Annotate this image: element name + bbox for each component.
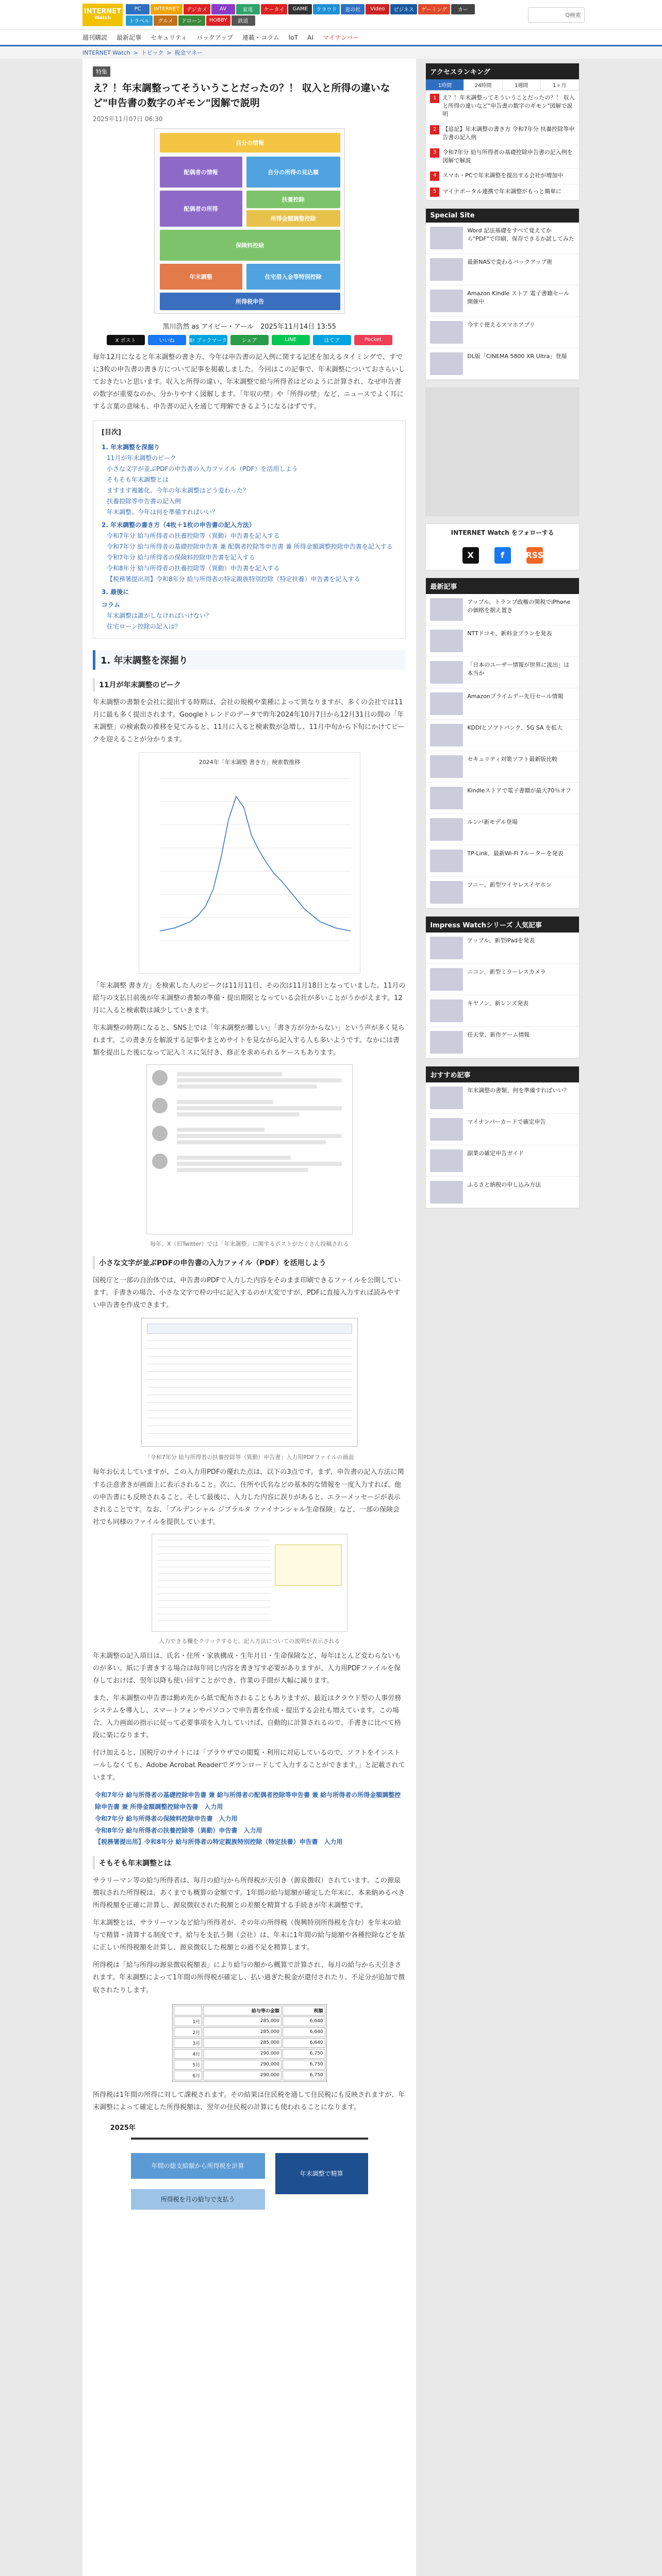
ranking-text: マイナポータル連携で年末調整がもっと簡単に xyxy=(442,188,562,195)
latest-thumb xyxy=(430,755,463,778)
ranking-number: 3 xyxy=(430,148,439,158)
latest-thumb xyxy=(430,881,463,904)
avatar xyxy=(152,1126,168,1141)
recommend-item[interactable] xyxy=(426,1145,579,1177)
latest-text: セキュリティ対策ソフト最新版比較 xyxy=(467,755,558,762)
pdf-link-row xyxy=(95,1789,406,1813)
toc-item[interactable]: 扶養控除等申告書の記入例 xyxy=(107,497,181,505)
table-cell: 285,000 xyxy=(203,2038,282,2048)
pdf-link-row xyxy=(95,1836,406,1848)
table-cell: 6,640 xyxy=(283,2038,325,2048)
pdf-link[interactable]: 令和7年分 給与所得者の保険料控除申告書 入力用 xyxy=(95,1815,238,1822)
recommend-list xyxy=(426,1082,579,1208)
latest-text: Amazonプライムデー先行セール情報 xyxy=(467,692,564,700)
flow-box: 所得税を月の給与で支払う xyxy=(131,2189,265,2210)
category-14[interactable]: グルメ xyxy=(154,15,177,26)
table-cell: 285,000 xyxy=(203,2016,282,2026)
table-header: 給与等の金額 xyxy=(203,2006,282,2015)
table-cell: 290,000 xyxy=(203,2071,282,2080)
ad-slot xyxy=(425,387,580,516)
share-button[interactable]: X ポスト xyxy=(107,335,145,345)
ranking-tab[interactable]: 24時間 xyxy=(464,79,502,90)
toc-item[interactable]: 令和8年分 給与所得者の扶養控除等（異動）申告書を記入する xyxy=(107,564,280,572)
paragraph: 所得税は「給与所得の源泉徴収税額表」により給与の額から概算で計算され、毎月の給与から天引きされます。年末調整によって1年間の所得税が確定し、払い過ぎた税金が還付されたり、不足分が追加で徴収されたりします。 xyxy=(93,1961,405,1994)
toc-item[interactable]: 11月が年末調整のピーク xyxy=(107,454,176,462)
latest-thumb xyxy=(430,724,463,747)
table-cell: 290,000 xyxy=(203,2049,282,2059)
ranking-item[interactable] xyxy=(426,122,579,145)
special-thumb xyxy=(430,321,463,344)
pdf-link-row xyxy=(95,1825,406,1837)
follow-icon[interactable]: X xyxy=(462,547,479,564)
watch-list xyxy=(426,933,579,1058)
diagram-cell: 配偶者の所得 xyxy=(160,191,242,227)
toc-section[interactable]: 2. 年末調整の書き方（4枚＋1枚の申告書の記入方法） xyxy=(102,521,255,529)
category-15[interactable]: ドローン xyxy=(178,15,205,26)
diagram-cell: 所得金額調整控除 xyxy=(246,210,340,227)
category-1[interactable]: INTERNET xyxy=(151,4,183,14)
table-cell: 6,640 xyxy=(283,2027,325,2037)
table-cell: 1月 xyxy=(174,2016,203,2026)
category-12[interactable]: カー xyxy=(451,4,475,14)
category-0[interactable]: PC xyxy=(126,4,150,14)
follow-box xyxy=(425,523,580,570)
table-row xyxy=(174,2049,325,2059)
recommend-box xyxy=(425,1066,580,1209)
category-6[interactable]: GAME xyxy=(288,4,312,14)
paragraph: 所得税は1年間の所得に対して課税されます。その結果は住民税を通して住民税にも反映されますが、年末調整によって確定した所得税額は、翌年の住民税の計算にも使われることになります。 xyxy=(93,2091,405,2111)
paragraph: 年末調整の記入項目は、氏名・住所・家族構成・生年月日・生命保険など、毎年ほとんど変わらないものが多い。紙に手書きする場合は毎年同じ内容を書き写す必要がありますが、入力用PDFファイルを保存しておけば、翌年以降も使い回すことができ、作業の手間が大幅に減ります。 xyxy=(93,1652,402,1685)
latest-item[interactable] xyxy=(426,720,579,751)
figure-caption: 毎年、X（旧Twitter）では「年末調整」に関するポストがたくさん投稿される xyxy=(150,1241,349,1248)
ranking-title: アクセスランキング xyxy=(426,63,579,79)
special-item[interactable] xyxy=(426,254,579,285)
special-thumb xyxy=(430,290,463,312)
nav-item[interactable]: バックアップ xyxy=(196,34,234,41)
sidebar xyxy=(425,59,580,2576)
watch-text: キヤノン、新レンズ発表 xyxy=(467,999,529,1007)
table-row xyxy=(174,2060,325,2070)
article-tag[interactable]: 特集 xyxy=(93,66,110,77)
watch-item[interactable] xyxy=(426,995,579,1027)
breadcrumb-item[interactable]: INTERNET Watch xyxy=(82,49,130,56)
latest-item[interactable] xyxy=(426,688,579,720)
breadcrumb-separator: > xyxy=(133,49,138,56)
watch-item[interactable] xyxy=(426,933,579,964)
latest-text: ソニー、新型ワイヤレスイヤホン xyxy=(467,881,552,888)
ranking-text: え？！年末調整ってそういうことだったの？！ 収入と所得の違いなど"申告書の数字のギモン"図解で説明 xyxy=(442,94,575,117)
latest-box xyxy=(425,578,580,909)
toc-item[interactable]: 令和7年分 給与所得者の保険料控除申告書を記入する xyxy=(107,553,255,561)
table-row xyxy=(174,2016,325,2026)
article-date: 2025年11月07日 06:30 xyxy=(93,115,163,123)
category-16[interactable]: HOBBY xyxy=(206,15,230,26)
article-title: え？！年末調整ってそういうことだったの？！ 収入と所得の違いなど"申告書の数字のギモン"図解で説明 xyxy=(93,82,390,109)
toc-item[interactable]: 【税務署提出用】令和8年分 給与所得者の特定親族特別控除（特定扶養）申告書を記入する xyxy=(107,575,360,583)
share-button[interactable]: B! ブックマーク xyxy=(189,335,227,345)
chart-grid xyxy=(160,778,351,941)
latest-item[interactable] xyxy=(426,594,579,625)
table-header xyxy=(174,2006,203,2015)
follow-icons xyxy=(426,541,579,570)
table-row xyxy=(174,2038,325,2048)
follow-icon[interactable]: f xyxy=(494,547,511,564)
ranking-tabs xyxy=(426,79,579,91)
chart-title: 2024年「年末調整 書き方」検索数推移 xyxy=(198,759,300,766)
pdf-link[interactable]: 令和7年分 給与所得者の基礎控除申告書 兼 給与所得者の配偶者控除等申告書 兼 給与所得者の所得金額調整控除申告書 兼 所得金額調整控除申告書 入力用 xyxy=(95,1791,401,1810)
share-button[interactable]: Pocket xyxy=(354,335,392,345)
latest-thumb xyxy=(430,850,463,872)
table-cell: 6,640 xyxy=(283,2016,325,2026)
special-thumb xyxy=(430,352,463,375)
paragraph: 付け加えると、国税庁のサイトには「ブラウザでの閲覧・利用に対応しているので、ソフトをインストールしなくても、Adobe Acrobat Readerでダウンロードして入力することができます。」と記載されています。 xyxy=(93,1749,405,1782)
latest-thumb xyxy=(430,692,463,715)
table-cell: 2月 xyxy=(174,2027,203,2037)
watch-thumb xyxy=(430,1031,463,1054)
sns-post xyxy=(152,1098,347,1118)
pdf-tooltip-screenshot xyxy=(152,1534,347,1632)
watch-item[interactable] xyxy=(426,1027,579,1058)
toc-section[interactable]: コラム xyxy=(102,601,120,608)
subheading-peak: 11月が年末調整のピーク xyxy=(93,678,406,691)
diagram-cell: 年末調整 xyxy=(160,264,242,290)
flow-year: 2025年 xyxy=(110,2124,136,2132)
special-title: Special Site xyxy=(426,209,579,223)
diagram-cell: 自分の情報 xyxy=(160,133,340,152)
header-diagram xyxy=(154,128,345,314)
latest-thumb xyxy=(430,787,463,809)
ranking-item[interactable] xyxy=(426,184,579,200)
nav-item[interactable]: AI xyxy=(307,33,313,41)
table-cell: 6,750 xyxy=(283,2049,325,2059)
sns-screenshot xyxy=(146,1064,353,1234)
table-cell: 4月 xyxy=(174,2049,203,2059)
pdf-link[interactable]: 令和8年分 給与所得者の扶養控除等（異動）申告書 入力用 xyxy=(95,1826,262,1834)
paragraph: 年末調整の時期になると、SNS上では「年末調整が難しい」「書き方が分からない」という声が多く見られます。この書き方を解説する記事やまとめサイトを見ながら記入する人も多いようです。なかには書類を提出した後になって記入ミスに気付き、修正を求められるケースもあります。 xyxy=(93,1024,405,1057)
paragraph: 「年末調整 書き方」を検索した人のピークは11月11日、その次は11月18日となっていました。11月の給与の支払日前後が年末調整の書類の準備・提出期限となっている会社が多いことがうかがえます。12月に入ると検索数は減少していきます。 xyxy=(93,982,406,1015)
category-2[interactable]: デジカメ xyxy=(184,4,210,14)
main-nav xyxy=(0,30,662,46)
share-button[interactable]: いいね xyxy=(148,335,186,345)
share-button[interactable]: シェア xyxy=(230,335,269,345)
latest-text: ルンバ新モデル登場 xyxy=(467,818,518,825)
avatar xyxy=(152,1154,168,1169)
article xyxy=(82,59,416,2576)
special-item[interactable] xyxy=(426,348,579,380)
special-thumb xyxy=(430,258,463,281)
site-logo[interactable] xyxy=(82,4,123,26)
latest-thumb xyxy=(430,661,463,684)
category-9[interactable]: Video xyxy=(366,4,389,14)
ranking-number: 1 xyxy=(430,94,439,103)
watch-title: Impress Watchシリーズ 人気記事 xyxy=(426,917,579,933)
pdf-link[interactable]: 【税務署提出用】令和8年分 給与所得者の特定親族特別控除（特定扶養）申告書 入力用 xyxy=(95,1838,343,1846)
table-cell: 6,750 xyxy=(283,2071,325,2080)
latest-text: アップル、トランプ政権の関税でiPhoneの価格を据え置き xyxy=(467,598,571,614)
ranking-item[interactable] xyxy=(426,168,579,184)
table-cell: 3月 xyxy=(174,2038,203,2048)
ranking-number: 2 xyxy=(430,125,439,134)
diagram-cell: 保険料控除 xyxy=(160,230,340,261)
breadcrumb xyxy=(0,46,662,59)
latest-text: Kindleストアで電子書籍が最大70％オフ xyxy=(467,787,572,794)
ranking-tab[interactable]: 1ヶ月 xyxy=(541,79,579,90)
nav-item[interactable]: 週刊購読 xyxy=(82,34,108,41)
latest-title: 最新記事 xyxy=(426,578,579,594)
table-header-row xyxy=(174,2006,325,2015)
latest-item[interactable] xyxy=(426,657,579,688)
toc-item[interactable]: そもそも年末調整とは xyxy=(107,476,169,483)
watch-thumb xyxy=(430,968,463,991)
table-cell: 6,750 xyxy=(283,2060,325,2070)
diagram-cell: 住宅借入金等特別控除 xyxy=(246,264,340,290)
special-list xyxy=(426,223,579,380)
latest-thumb xyxy=(430,598,463,621)
ranking-tab[interactable]: 1週間 xyxy=(503,79,541,90)
recommend-thumb xyxy=(430,1181,463,1204)
form-screenshot xyxy=(141,1318,358,1447)
watch-thumb xyxy=(430,937,463,959)
recommend-thumb xyxy=(430,1149,463,1172)
flow-box: 年間の総支給額から所得税を計算 xyxy=(131,2153,265,2179)
figure-caption: 「令和7年分 給与所得者の扶養控除等（異動）申告書」入力用PDFファイルの画面 xyxy=(144,1454,354,1461)
diagram-cell: 所得税申告 xyxy=(160,293,340,310)
recommend-text: 年末調整の書類、何を準備すればいい？ xyxy=(467,1087,570,1094)
recommend-text: 副業の確定申告ガイド xyxy=(467,1149,524,1157)
withholding-table xyxy=(172,2004,327,2082)
ranking-number: 4 xyxy=(430,172,439,181)
section-heading-1: 1. 年末調整を深掘り xyxy=(93,650,406,670)
latest-item[interactable] xyxy=(426,814,579,845)
paragraph: 国税庁と一部の自治体では、申告書のPDFで入力した内容をそのまま印刷できるファイルを公開しています。手書きの場合、小さな文字で枠の中に記入するのが大変ですが、PDFに直接入力すれば読みやすい申告書を作成できます。 xyxy=(93,1277,401,1310)
special-box xyxy=(425,208,580,380)
sns-post-list xyxy=(147,1065,352,1179)
flow-box: 年末調整で精算 xyxy=(275,2153,368,2194)
latest-item[interactable] xyxy=(426,625,579,657)
toc-item[interactable]: 住宅ローン控除の記入は？ xyxy=(107,622,181,630)
recommend-text: ふるさと納税の申し込み方法 xyxy=(467,1181,541,1188)
logo-line2: Watch xyxy=(94,15,111,21)
recommend-text: マイナンバーカードで確定申告 xyxy=(467,1118,546,1125)
nav-item[interactable]: 最新記事 xyxy=(117,34,142,41)
category-17[interactable]: 鉄道 xyxy=(231,15,255,26)
recommend-thumb xyxy=(430,1087,463,1109)
breadcrumb-item[interactable]: トピック xyxy=(141,49,164,56)
special-text: 今すぐ使えるスマホアプリ xyxy=(467,321,535,328)
paragraph: また、年末調整の申告書は勤め先から紙で配布されることもありますが、最近はクラウド型の人事労務システムを導入し、スマートフォンやパソコンで申告書を作成・提出する会社も増えています。この場合、入力画面の指示に従って必要事項を入力していけば、自動的に計算されるので、手書きに比べて格段に楽になります。 xyxy=(93,1694,402,1739)
table-header: 税額 xyxy=(283,2006,325,2015)
ranking-box xyxy=(425,63,580,201)
paragraph: 年末調整の書類を会社に提出する時期は、会社の規模や業種によって異なりますが、多くの会社では11月に最も多く提出されます。Googleトレンドのデータで昨年2024年10月7日から12月31日の間の「年末調整」の検索数の推移を見てみると、11月に入ると検索数が急増し、11月中旬から下旬にかけてピークを迎えることが分かります。 xyxy=(93,698,405,743)
follow-icon[interactable]: RSS xyxy=(526,547,543,564)
recommend-item[interactable] xyxy=(426,1082,579,1114)
category-10[interactable]: ビジネス xyxy=(390,4,417,14)
diagram-cell: 扶養控除 xyxy=(246,191,340,208)
pdf-link-row xyxy=(95,1813,406,1825)
table-cell: 5月 xyxy=(174,2060,203,2070)
watch-text: アップル、新型iPadを発表 xyxy=(467,937,535,944)
latest-item[interactable] xyxy=(426,845,579,877)
sns-post xyxy=(152,1154,347,1174)
flow-diagram xyxy=(110,2122,389,2235)
latest-thumb xyxy=(430,818,463,841)
article-author: 黒川浩然 as アイビー・アール 2025年11月14日 13:55 xyxy=(162,323,336,331)
ranking-tab[interactable]: 1時間 xyxy=(426,79,464,90)
special-item[interactable] xyxy=(426,317,579,348)
special-item[interactable] xyxy=(426,285,579,317)
sns-post xyxy=(152,1126,347,1146)
trend-chart-svg xyxy=(139,753,360,973)
latest-text: TP-Link、最新Wi-Fi 7ルーターを発表 xyxy=(467,850,564,857)
special-thumb xyxy=(430,227,463,249)
subheading-pdf: 小さな文字が並ぶPDFの申告書の入力ファイル（PDF）を活用しよう xyxy=(93,1256,406,1269)
toc-item[interactable]: ますます複雑化、今年の年末調整はどう変わった？ xyxy=(107,486,249,494)
avatar xyxy=(152,1098,168,1113)
ranking-list xyxy=(426,91,579,200)
category-7[interactable]: クラウド xyxy=(313,4,340,14)
ranking-item[interactable] xyxy=(426,145,579,168)
latest-text: 「日本のユーザー情報が世界に流出」は本当か xyxy=(467,661,570,676)
special-text: Amazon Kindle ストア 電子書籍セール開催中 xyxy=(467,290,570,305)
follow-title: INTERNET Watch をフォローする xyxy=(451,529,554,536)
latest-item[interactable] xyxy=(426,751,579,783)
watch-box xyxy=(425,916,580,1059)
avatar xyxy=(152,1070,168,1086)
share-button[interactable]: LINE xyxy=(272,335,310,345)
latest-item[interactable] xyxy=(426,783,579,814)
nav-item[interactable]: 連載・コラム xyxy=(242,34,279,41)
special-text: Word 記法基礎をすべて覚えてから"PDF"で印刷、保存できるか試してみた xyxy=(467,227,574,242)
breadcrumb-separator: > xyxy=(167,49,172,56)
table-row xyxy=(174,2071,325,2080)
paragraph: 毎年お伝えしていますが、この入力用PDFの優れた点は、以下の3点です。まず、申告書の記入方法に関する注意書きが画面上に表示されること。次に、住所や氏名などの基本的な情報を一度入力すれば、他の申告書にも反映されること。そして最後に、入力した内容に誤りがあると、エラーメッセージが表示されることです。なお、「ブルデンシャル ジブラルタ ファイナンシャル生命保険」など、一部の保険会社でも同様のファイルを提供しています。 xyxy=(93,1468,404,1526)
watch-thumb xyxy=(430,999,463,1022)
latest-item[interactable] xyxy=(426,877,579,908)
paragraph: 年末調整とは、サラリーマンなど給与所得者が、その年の所得税（復興特別所得税を含む）を年末の給与で精算・清算する制度です。給与を支払う側（会社）は、年末に1年間の給与総額や各種控除などを基に正しい所得税額を計算し、源泉徴収した税額との過不足を精算します。 xyxy=(93,1919,405,1952)
ranking-text: スマホ・PCで年末調整を提出する会社が増加中 xyxy=(442,172,564,179)
sns-post xyxy=(152,1070,347,1091)
table-cell: 285,000 xyxy=(203,2027,282,2037)
paragraph: サラリーマン等の給与所得者は、毎月の給与から所得税が天引き（源泉徴収）されています。この源泉徴収された所得税は、あくまでも概算の金額です。1年間の給与総額が確定した年末に、本来納めるべき所得税額を正確に計算し、源泉徴収された税額との差額を精算する手続きが年末調整です。 xyxy=(93,1877,405,1910)
content-wrap xyxy=(0,59,662,2576)
toc-section[interactable]: 1. 年末調整を深掘り xyxy=(102,443,160,451)
intro-paragraph: 毎年12月になると年末調整の書き方、今年は申告書の記入例に関する記述を加えるタイミングで、すでに3枚の申告書の書き方について記事を掲載しました。今回はこの記事で、年末調整についておさらいしておきたいと思います。収入と所得の違い、年末調整で給与所得者はどのように計算され、なぜ申告書の数字が重要なのか、分かりやすく図解します。「年収の壁」や「所得の壁」など、ニュースでよく耳にする言葉の意味も、申告書の記入を通じて理解できるようになるはずです。 xyxy=(93,353,405,411)
latest-text: NTTドコモ、新料金プランを発表 xyxy=(467,630,552,637)
category-8[interactable]: 窓の杜 xyxy=(341,4,365,14)
recommend-item[interactable] xyxy=(426,1114,579,1145)
table-cell: 6月 xyxy=(174,2071,203,2080)
table-of-contents xyxy=(93,420,406,639)
share-button[interactable]: はてブ xyxy=(313,335,351,345)
trend-line xyxy=(160,796,351,931)
diagram-cell: 配偶者の情報 xyxy=(160,157,242,188)
figure-caption: 入力できる欄をクリックすると、記入方法についての説明が表示される xyxy=(158,1637,340,1645)
latest-text: KDDIとソフトバンク、5G SA を拡大 xyxy=(467,724,563,731)
toc-item[interactable]: 令和7年分 給与所得者の基礎控除申告書 兼 配偶者控除等申告書 兼 所得金額調整控除申告書を記入する xyxy=(107,543,393,550)
table-row xyxy=(174,2027,325,2037)
nav-item[interactable]: マイナンバー xyxy=(322,34,359,41)
nav-item[interactable]: セキュリティ xyxy=(151,34,187,41)
category-3[interactable]: AV xyxy=(211,4,235,14)
search-button[interactable] xyxy=(528,7,585,23)
category-13[interactable]: トラベル xyxy=(126,15,153,26)
share-buttons xyxy=(93,335,406,345)
ranking-text: 令和7年分 給与所得者の基礎控除申告書の記入例を図解で解説 xyxy=(442,148,573,164)
toc-item[interactable]: 小さな文字が並ぶPDFの申告書の入力ファイル（PDF）を活用しよう xyxy=(107,465,298,472)
ranking-number: 5 xyxy=(430,188,439,197)
watch-text: 任天堂、新作ゲーム情報 xyxy=(467,1031,530,1038)
nav-item[interactable]: IoT xyxy=(288,33,299,41)
search-label: Q検索 xyxy=(565,11,581,19)
latest-thumb xyxy=(430,630,463,652)
diagram-cell: 自分の所得の見込額 xyxy=(246,157,340,188)
toc-heading: [目次] xyxy=(102,429,121,437)
toc-item[interactable]: 令和7年分 給与所得者の扶養控除等（異動）申告書を記入する xyxy=(107,532,280,539)
watch-item[interactable] xyxy=(426,964,579,995)
category-5[interactable]: ケータイ xyxy=(261,4,288,14)
special-item[interactable] xyxy=(426,223,579,254)
recommend-title: おすすめ記事 xyxy=(426,1066,579,1082)
ranking-text: 【追記】年末調整の書き方 令和7年分 扶養控除等申告書の記入例 xyxy=(442,125,575,141)
trend-chart xyxy=(139,752,360,974)
breadcrumb-item[interactable]: 税金マネー xyxy=(174,49,203,56)
recommend-thumb xyxy=(430,1118,463,1141)
special-text: 最新NASで変わるバックアップ術 xyxy=(467,258,553,265)
recommend-item[interactable] xyxy=(426,1177,579,1208)
toc-item[interactable]: 年末調整は誰がしなければいけない？ xyxy=(107,612,212,619)
category-nav xyxy=(126,4,482,26)
latest-list xyxy=(426,594,579,908)
category-4[interactable]: 家電 xyxy=(236,4,260,14)
table-cell: 290,000 xyxy=(203,2060,282,2070)
special-text: DL版「CINEMA 5800 XR Ultra」登場 xyxy=(467,352,567,360)
pdf-link-list xyxy=(95,1789,406,1848)
ranking-item[interactable] xyxy=(426,91,579,122)
category-11[interactable]: ゲーミング xyxy=(418,4,450,14)
subheading-what-is: そもそも年末調整とは xyxy=(93,1856,406,1870)
logo-line1: INTERNET xyxy=(84,8,122,16)
site-header xyxy=(0,0,662,30)
toc-section[interactable]: 3. 最後に xyxy=(102,588,129,596)
toc-item[interactable]: 年末調整、今年は何を準備すればいい？ xyxy=(107,508,219,516)
watch-text: ニコン、新型ミラーレスカメラ xyxy=(467,968,546,975)
